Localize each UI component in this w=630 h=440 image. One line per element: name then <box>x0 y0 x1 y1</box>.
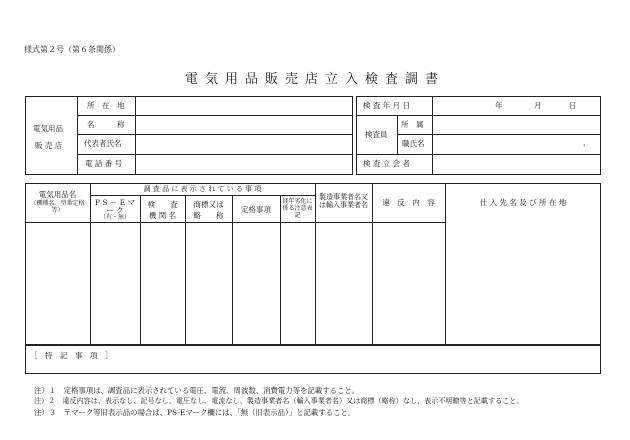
pse-mark-subheader: （有・無） <box>99 214 130 221</box>
form-number: 様式第２号（第６条関係） <box>24 45 120 54</box>
store-info-box <box>25 96 353 175</box>
name-label: 名 称 <box>87 120 125 129</box>
footnote-1: 注）１ 定格事項は、調査品に表示されている電圧、電流、周波数、消費電力等を記載すること。 <box>34 386 360 395</box>
day-label: 日 <box>569 101 577 110</box>
special-notes-label: ［ 特 記 事 項 ］ <box>30 351 113 360</box>
inspection-agency-header-2: 機 関 名 <box>148 211 177 220</box>
displayed-items-header: 調 査 品 に 表 示 さ れ て い る 事 項 <box>143 185 262 193</box>
aging-note-header: 経年劣化に係る注意表記 <box>282 198 313 219</box>
witness-label: 検 査 立 会 者 <box>363 159 411 168</box>
product-name-subheader: （機種名、型番定格等） <box>30 200 85 214</box>
violation-header: 違 反 内 容 <box>382 198 435 207</box>
store-group-label: 電気用品 <box>33 124 63 133</box>
year-label: 年 <box>495 101 503 110</box>
month-label: 月 <box>534 101 542 110</box>
position-name-label: 職氏名 <box>402 139 425 148</box>
footnote-3: 注）３ 〒マーク等旧表示品の場合は、PS-Eマーク欄には、「無（旧表示品）」と記載すること。 <box>34 408 356 417</box>
seal-mark: ， <box>583 138 591 147</box>
page-title: 電気用品販売店立入検査調書 <box>184 72 445 87</box>
inspection-date-label: 検 査 年 月 日 <box>363 101 411 110</box>
representative-label: 代表者氏名 <box>84 139 122 148</box>
supplier-header: 仕 入 先 名 及 び 所 在 地 <box>479 198 567 207</box>
product-name-header: 電気用品名 <box>38 190 77 199</box>
address-label: 所 在 地 <box>87 101 125 110</box>
manufacturer-header: 製造事業者名又は輸入事業者名 <box>319 193 368 209</box>
inspection-agency-header: 検 査 <box>147 200 178 209</box>
trademark-header-2: 略 称 <box>193 211 224 220</box>
footnote-2: 注）２ 違反内容は、表示なし、記号なし、電圧なし、電流なし、製造事業者名（輸入事業者名）又は商標（略称）なし、表示不明瞭等と記載すること。 <box>34 396 524 405</box>
phone-label: 電 話 番 号 <box>85 159 123 168</box>
pse-mark-header: P S － E マ ー ク <box>94 198 136 215</box>
rated-items-header: 定格事項 <box>241 205 271 214</box>
inspector-label: 検査員 <box>365 130 388 139</box>
affiliation-label: 所 属 <box>401 120 424 129</box>
store-group-label-2: 販 売 店 <box>35 141 63 150</box>
trademark-header: 商標又は <box>193 200 224 209</box>
